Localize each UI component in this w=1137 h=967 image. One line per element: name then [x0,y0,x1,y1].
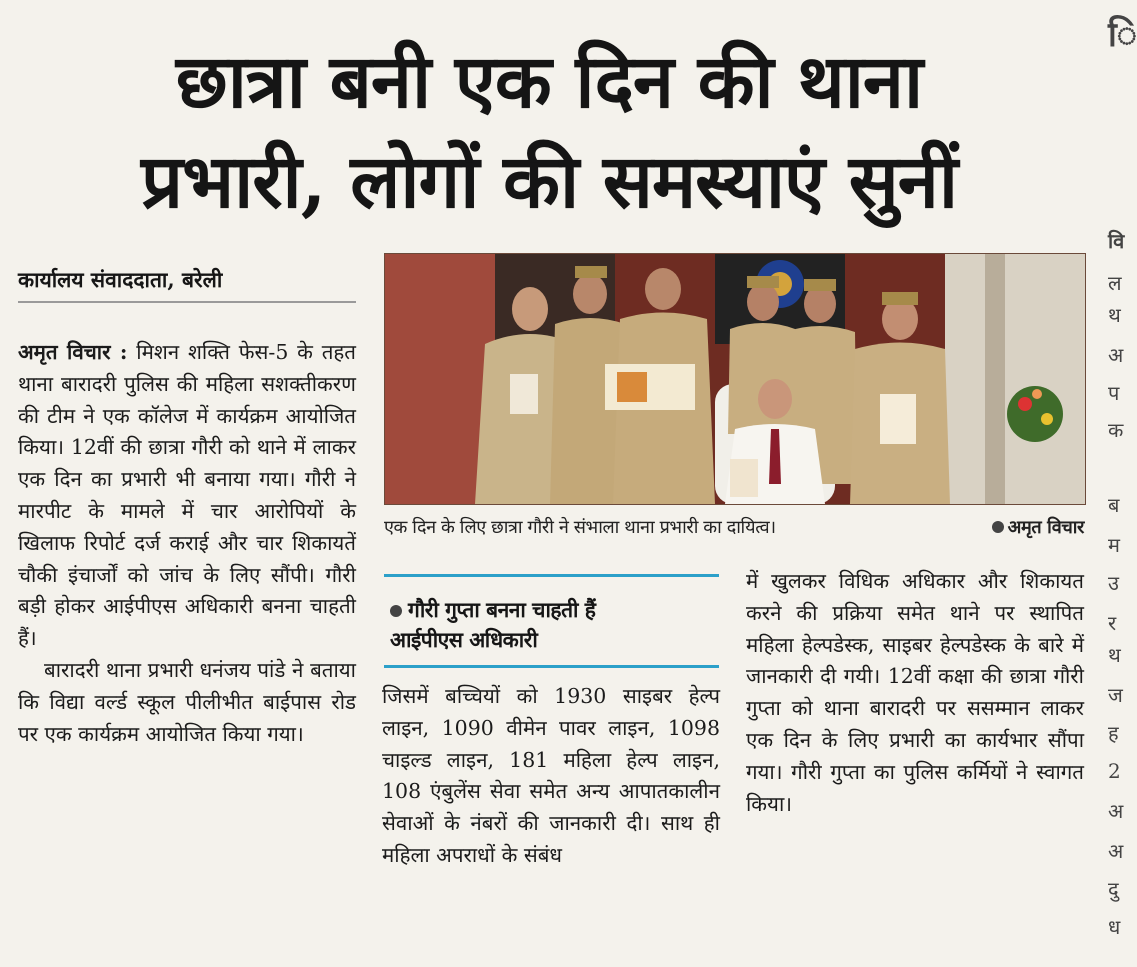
edge-glyph: ल [1108,271,1122,295]
edge-glyph: ह [1108,721,1119,745]
edge-glyph: क [1108,418,1124,442]
lead-label: अमृत विचार : [18,340,128,364]
subhead-line-2: आईपीएस अधिकारी [390,628,538,652]
photo-credit [992,515,1084,539]
edge-glyph: वि [1108,229,1125,253]
photo-caption: एक दिन के लिए छात्रा गौरी ने संभाला थाना प्रभारी का दायित्व। [384,517,776,538]
edge-glyph: प [1108,381,1120,405]
edge-glyph: अ [1108,799,1124,823]
edge-glyph: उ [1108,571,1119,595]
column-3 [746,566,1084,820]
column-1 [18,337,356,750]
edge-glyph: अ [1108,839,1124,863]
subhead [390,595,719,655]
lead-paragraph [18,337,356,655]
edge-glyph: दु [1108,877,1119,901]
headline-line-2: प्रभारी, लोगों की समस्याएं सुनीं [140,139,958,225]
headline [14,32,1084,232]
column-2 [382,681,720,872]
edge-glyph: अ [1108,343,1124,367]
bullet-icon [992,521,1004,533]
byline: कार्यालय संवाददाता, बरेली [18,266,356,303]
bullet-icon [390,605,402,617]
paragraph-2: बारादरी थाना प्रभारी धनंजय पांडे ने बताया कि विद्या वर्ल्ड स्कूल पीलीभीत बाईपास रोड पर एक कार्यक्रम आयोजित किया गया। [18,657,356,746]
edge-glyph: ज [1108,683,1123,707]
edge-glyph: ध [1108,915,1121,939]
edge-glyph: ि [1108,15,1137,55]
edge-glyph: 2 [1108,759,1121,783]
edge-glyph: थ [1108,303,1121,327]
edge-glyph: म [1108,533,1120,557]
news-photo [384,253,1086,505]
adjacent-article-edge [1098,0,1137,967]
lead-text: मिशन शक्ति फेस-5 के तहत थाना बारादरी पुलिस की महिला सशक्तीकरण की टीम ने एक कॉलेज में कार्यक्रम आयोजित किया। 12वीं की छात्रा गौरी को थाने में लाकर एक दिन का प्रभारी भी बनाया गया। गौरी ने मारपीट के मामले में चार आरोपियों के खिलाफ रिपोर्ट दर्ज कराई और चार शिकायतें चौकी इंचार्जों को जांच के लिए सौंपी। गौरी बड़ी होकर आईपीएस अधिकारी बनना चाहती हैं। [18,340,356,651]
photo-credit-text: अमृत विचार [1007,517,1084,538]
headline-line-1: छात्रा बनी एक दिन की थाना [175,39,923,125]
photo-caption-row [384,515,1084,539]
edge-glyph: र [1108,611,1117,635]
photo-illustration [385,254,1085,504]
edge-glyph: थ [1108,643,1121,667]
paragraph-4: में खुलकर विधिक अधिकार और शिकायत करने की प्रक्रिया समेत थाने पर स्थापित महिला हेल्पडेस्क, साइबर हेल्पडेस्क के बारे में जानकारी दी गयी। 12वीं कक्षा की छात्रा गौरी गुप्ता को थाना बारादरी पर ससम्मान लाकर एक दिन के लिए प्रभारी का कार्यभार सौंपा गया। गौरी गुप्ता का पुलिस कर्मियों ने स्वागत किया। [746,569,1084,816]
subhead-box [384,574,719,668]
edge-glyph: ब [1108,493,1120,517]
subhead-line-1: गौरी गुप्ता बनना चाहती हैं [408,598,596,622]
paragraph-3: जिसमें बच्चियों को 1930 साइबर हेल्प लाइन, 1090 वीमेन पावर लाइन, 1098 चाइल्ड लाइन, 181 महिला हेल्प लाइन, 108 एंबुलेंस सेवा समेत अन्य आपातकालीन सेवाओं के नंबरों की जानकारी दी। साथ ही महिला अपराधों के संबंध [382,684,720,867]
